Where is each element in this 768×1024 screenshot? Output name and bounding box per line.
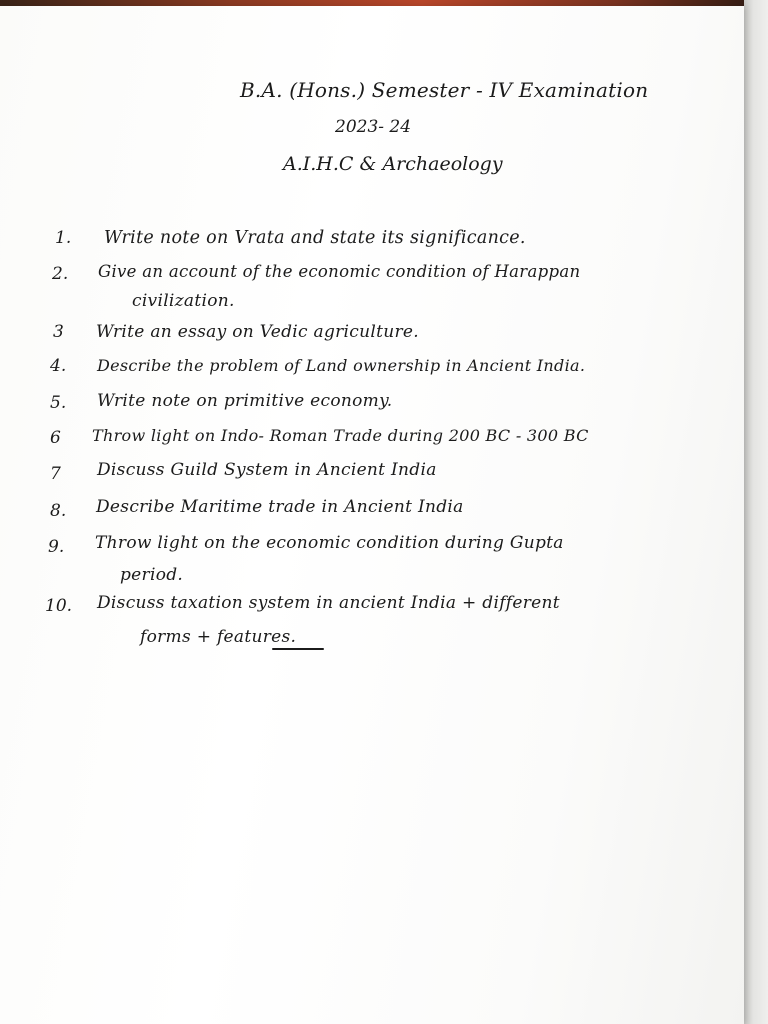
question-number: 6 bbox=[50, 428, 61, 448]
question-number: 2. bbox=[52, 264, 69, 284]
question-text: Discuss Guild System in Ancient India bbox=[97, 460, 437, 480]
question-number: 8. bbox=[50, 501, 67, 521]
exam-year: 2023- 24 bbox=[335, 117, 412, 137]
question-text-continued: period. bbox=[120, 565, 184, 585]
exam-title: B.A. (Hons.) Semester - IV Examination bbox=[240, 78, 649, 102]
question-number: 3 bbox=[53, 322, 64, 342]
question-number: 7 bbox=[50, 464, 61, 484]
question-text: Describe Maritime trade in Ancient India bbox=[96, 497, 464, 517]
question-text: Throw light on the economic condition during Gupta bbox=[95, 533, 564, 553]
question-text: Write note on primitive economy. bbox=[97, 391, 393, 411]
question-text: Describe the problem of Land ownership in Ancient India. bbox=[97, 356, 586, 375]
page-right-edge bbox=[744, 0, 768, 1024]
question-number: 1. bbox=[55, 228, 72, 248]
question-text-continued: forms + features. bbox=[140, 627, 297, 647]
question-number: 9. bbox=[48, 537, 65, 557]
underline-mark bbox=[272, 648, 324, 650]
question-text: Give an account of the economic condition of Harappan bbox=[98, 262, 581, 281]
question-number: 5. bbox=[50, 393, 67, 413]
question-text: Discuss taxation system in ancient India + different bbox=[97, 593, 560, 613]
question-text: Write note on Vrata and state its significance. bbox=[104, 228, 526, 248]
question-text-continued: civilization. bbox=[132, 291, 235, 311]
paper-name: A.I.H.C & Archaeology bbox=[283, 153, 503, 175]
question-number: 4. bbox=[50, 356, 67, 376]
question-text: Throw light on Indo- Roman Trade during 200 BC - 300 BC bbox=[92, 426, 589, 445]
question-text: Write an essay on Vedic agriculture. bbox=[96, 322, 419, 342]
question-number: 10. bbox=[45, 596, 73, 616]
